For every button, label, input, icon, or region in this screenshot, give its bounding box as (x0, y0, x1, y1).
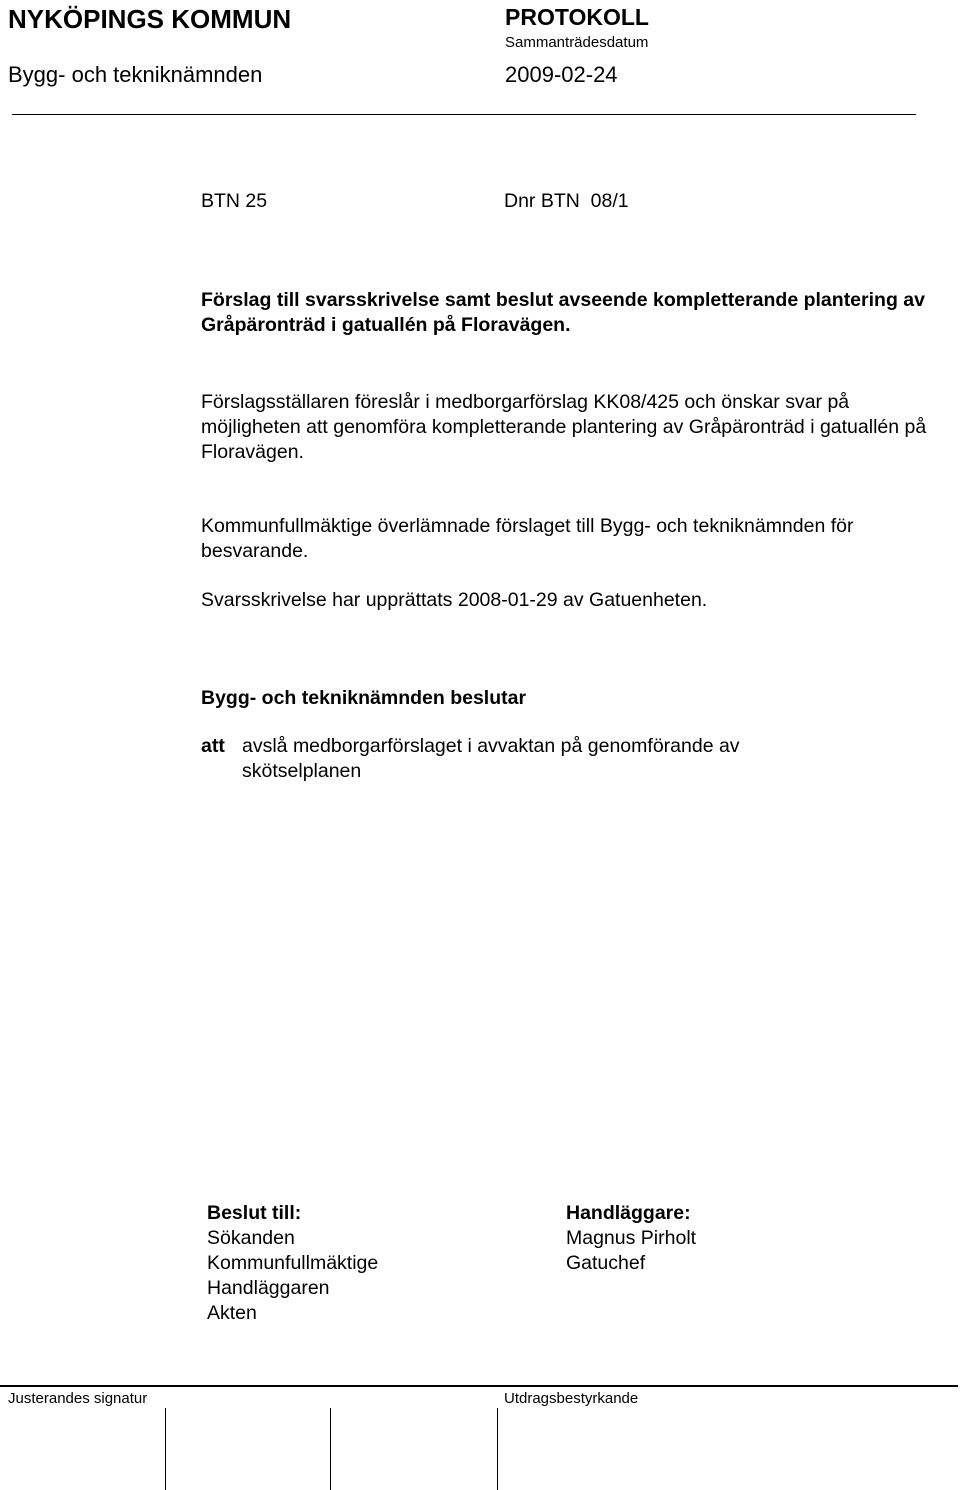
paragraph-proposal: Förslagsställaren föreslår i medborgarförslag KK08/425 och önskar svar på möjligheten att genomföra kompletterande plantering av Gråpäronträd i gatuallén på Floravägen. (201, 391, 927, 463)
handler-block (566, 1201, 696, 1276)
signature-box-line (330, 1408, 331, 1490)
distribution-heading: Beslut till: (207, 1202, 302, 1224)
signature-box-line (165, 1408, 166, 1490)
decision-text: avslå medborgarförslaget i avvaktan på genomförande av skötselplanen (242, 735, 740, 782)
distribution-list (207, 1201, 378, 1326)
meeting-date: 2009-02-24 (505, 62, 618, 87)
header-divider (12, 114, 916, 115)
decision-att: att (201, 735, 225, 757)
paragraph-referral: Kommunfullmäktige överlämnade förslaget till Bygg- och tekniknämnden för besvarande. (201, 515, 854, 562)
handler-title: Gatuchef (566, 1252, 646, 1274)
meeting-date-label: Sammanträdesdatum (505, 34, 649, 51)
signature-box-line (497, 1408, 498, 1490)
distribution-item: Handläggaren (207, 1277, 330, 1299)
decision-heading: Bygg- och tekniknämnden beslutar (201, 687, 527, 709)
handler-name: Magnus Pirholt (566, 1227, 697, 1249)
document-type: PROTOKOLL (505, 4, 649, 30)
distribution-item: Kommunfullmäktige (207, 1252, 379, 1274)
distribution-item: Sökanden (207, 1227, 295, 1249)
case-title: Förslag till svarsskrivelse samt beslut avseende kompletterande plantering av Gråpäronträd i gatuallén på Floravägen. (201, 289, 925, 336)
handler-heading: Handläggare: (566, 1202, 691, 1224)
paragraph-response: Svarsskrivelse har upprättats 2008-01-29 av Gatuenheten. (201, 589, 708, 611)
registration-number: Dnr BTN 08/1 (504, 190, 629, 212)
footer-divider (0, 1385, 958, 1387)
organization-name: NYKÖPINGS KOMMUN (8, 4, 292, 34)
case-number: BTN 25 (201, 190, 268, 212)
board-name: Bygg- och tekniknämnden (8, 62, 263, 87)
extract-certification-label: Utdragsbestyrkande (504, 1390, 639, 1407)
distribution-item: Akten (207, 1302, 257, 1324)
signature-label: Justerandes signatur (8, 1390, 148, 1407)
